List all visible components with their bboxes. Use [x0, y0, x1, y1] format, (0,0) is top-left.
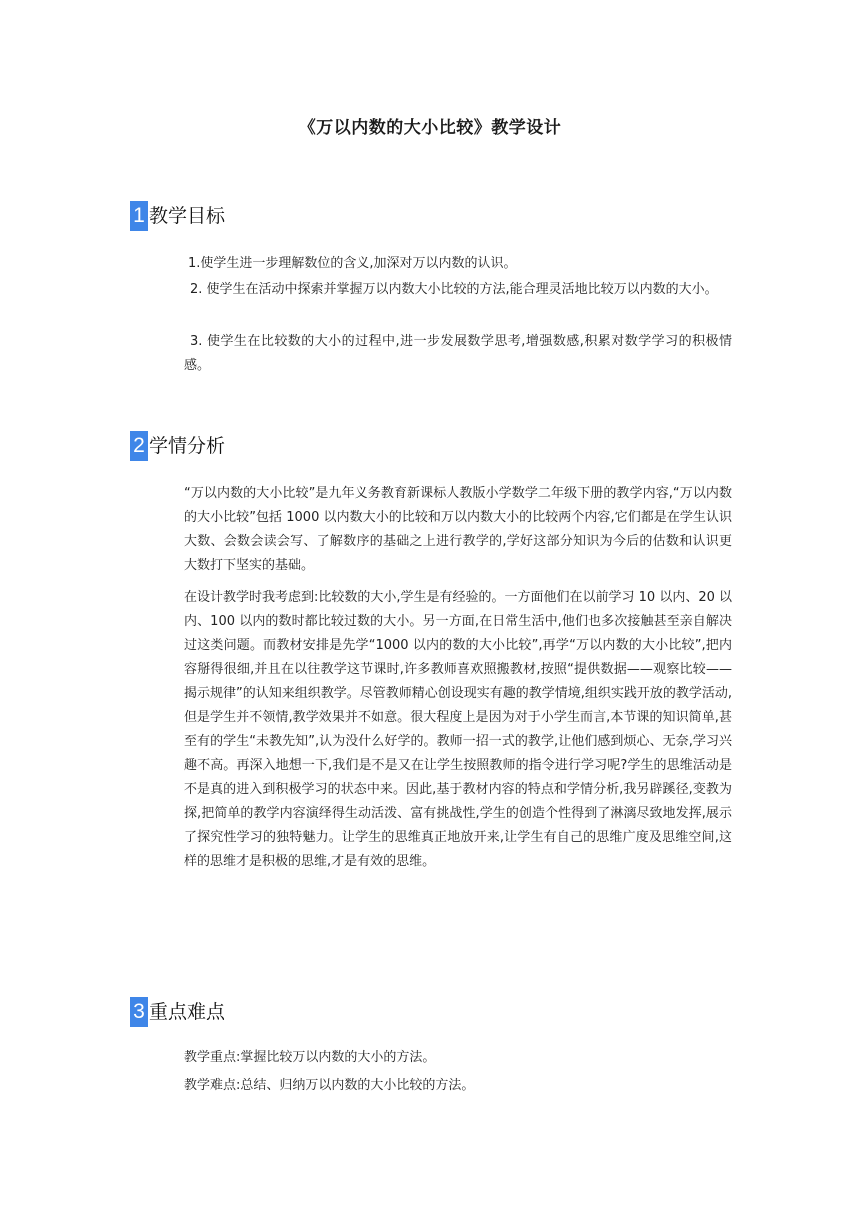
paragraph-difficult-point	[184, 1074, 732, 1098]
paragraph-text: 教学难点:总结、归纳万以内数的大小比较的方法。	[184, 1078, 475, 1093]
paragraph-goal-3	[184, 330, 732, 378]
section-number-badge: 3	[130, 997, 148, 1027]
paragraph-analysis-2	[184, 586, 732, 874]
paragraph-text: 3. 使学生在比较数的大小的过程中,进一步发展数学思考,增强数感,积累对数学学习的积极情感。	[184, 334, 732, 373]
section-number-badge: 1	[130, 201, 148, 231]
section-heading-text: 重点难点	[149, 1001, 226, 1023]
paragraph-analysis-1	[184, 482, 732, 578]
section-heading-key-points	[130, 997, 225, 1027]
section-heading-text: 学情分析	[149, 435, 226, 457]
section-heading-teaching-goals	[130, 201, 225, 231]
paragraph-text: 2. 使学生在活动中探索并掌握万以内数大小比较的方法,能合理灵活地比较万以内数的大小。	[190, 282, 718, 297]
paragraph-goal-2	[184, 278, 732, 302]
paragraph-key-point	[184, 1046, 732, 1070]
section-number-badge: 2	[130, 431, 148, 461]
document-title: 《万以内数的大小比较》教学设计	[298, 118, 562, 138]
section-heading-student-analysis	[130, 431, 225, 461]
paragraph-text: 1.使学生进一步理解数位的含义,加深对万以内数的认识。	[188, 256, 517, 271]
paragraph-text: 在设计教学时我考虑到:比较数的大小,学生是有经验的。一方面他们在以前学习 10 以内、20 以内、100 以内的数时都比较过数的大小。另一方面,在日常生活中,他们也多次接触甚至亲自解决过这类问题。而教材安排是先学“1000 以内的数的大小比较”,再学“万以内数的大小比较”,把内容掰得很细,并且在以往教学这节课时,许多教师喜欢照搬教材,按照“提供数据——观察比较——揭示规律”的认知来组织教学。尽管教师精心创设现实有趣的教学情境,组织实践开放的教学活动,但是学生并不领情,教学效果并不如意。很大程度上是因为对于小学生而言,本节课的知识简单,甚至有的学生“未教先知”,认为没什么好学的。教师一招一式的教学,让他们感到烦心、无奈,学习兴趣不高。再深入地想一下,我们是不是又在让学生按照教师的指令进行学习呢?学生的思维活动是不是真的进入到积极学习的状态中来。因此,基于教材内容的特点和学情分析,我另辟蹊径,变教为探,把简单的教学内容演绎得生动活泼、富有挑战性,学生的创造个性得到了淋漓尽致地发挥,展示了探究性学习的独特魅力。让学生的思维真正地放开来,让学生有自己的思维广度及思维空间,这样的思维才是积极的思维,才是有效的思维。	[184, 590, 733, 869]
section-heading-text: 教学目标	[149, 205, 226, 227]
paragraph-goal-1	[184, 252, 736, 276]
paragraph-text: 教学重点:掌握比较万以内数的大小的方法。	[184, 1050, 436, 1065]
paragraph-text: “万以内数的大小比较”是九年义务教育新课标人教版小学数学二年级下册的教学内容,“万以内数的大小比较”包括 1000 以内数大小的比较和万以内数大小的比较两个内容,它们都是在学生认识大数、会数会读会写、了解数序的基础之上进行教学的,学好这部分知识为今后的估数和认识更大数打下坚实的基础。	[184, 486, 732, 573]
